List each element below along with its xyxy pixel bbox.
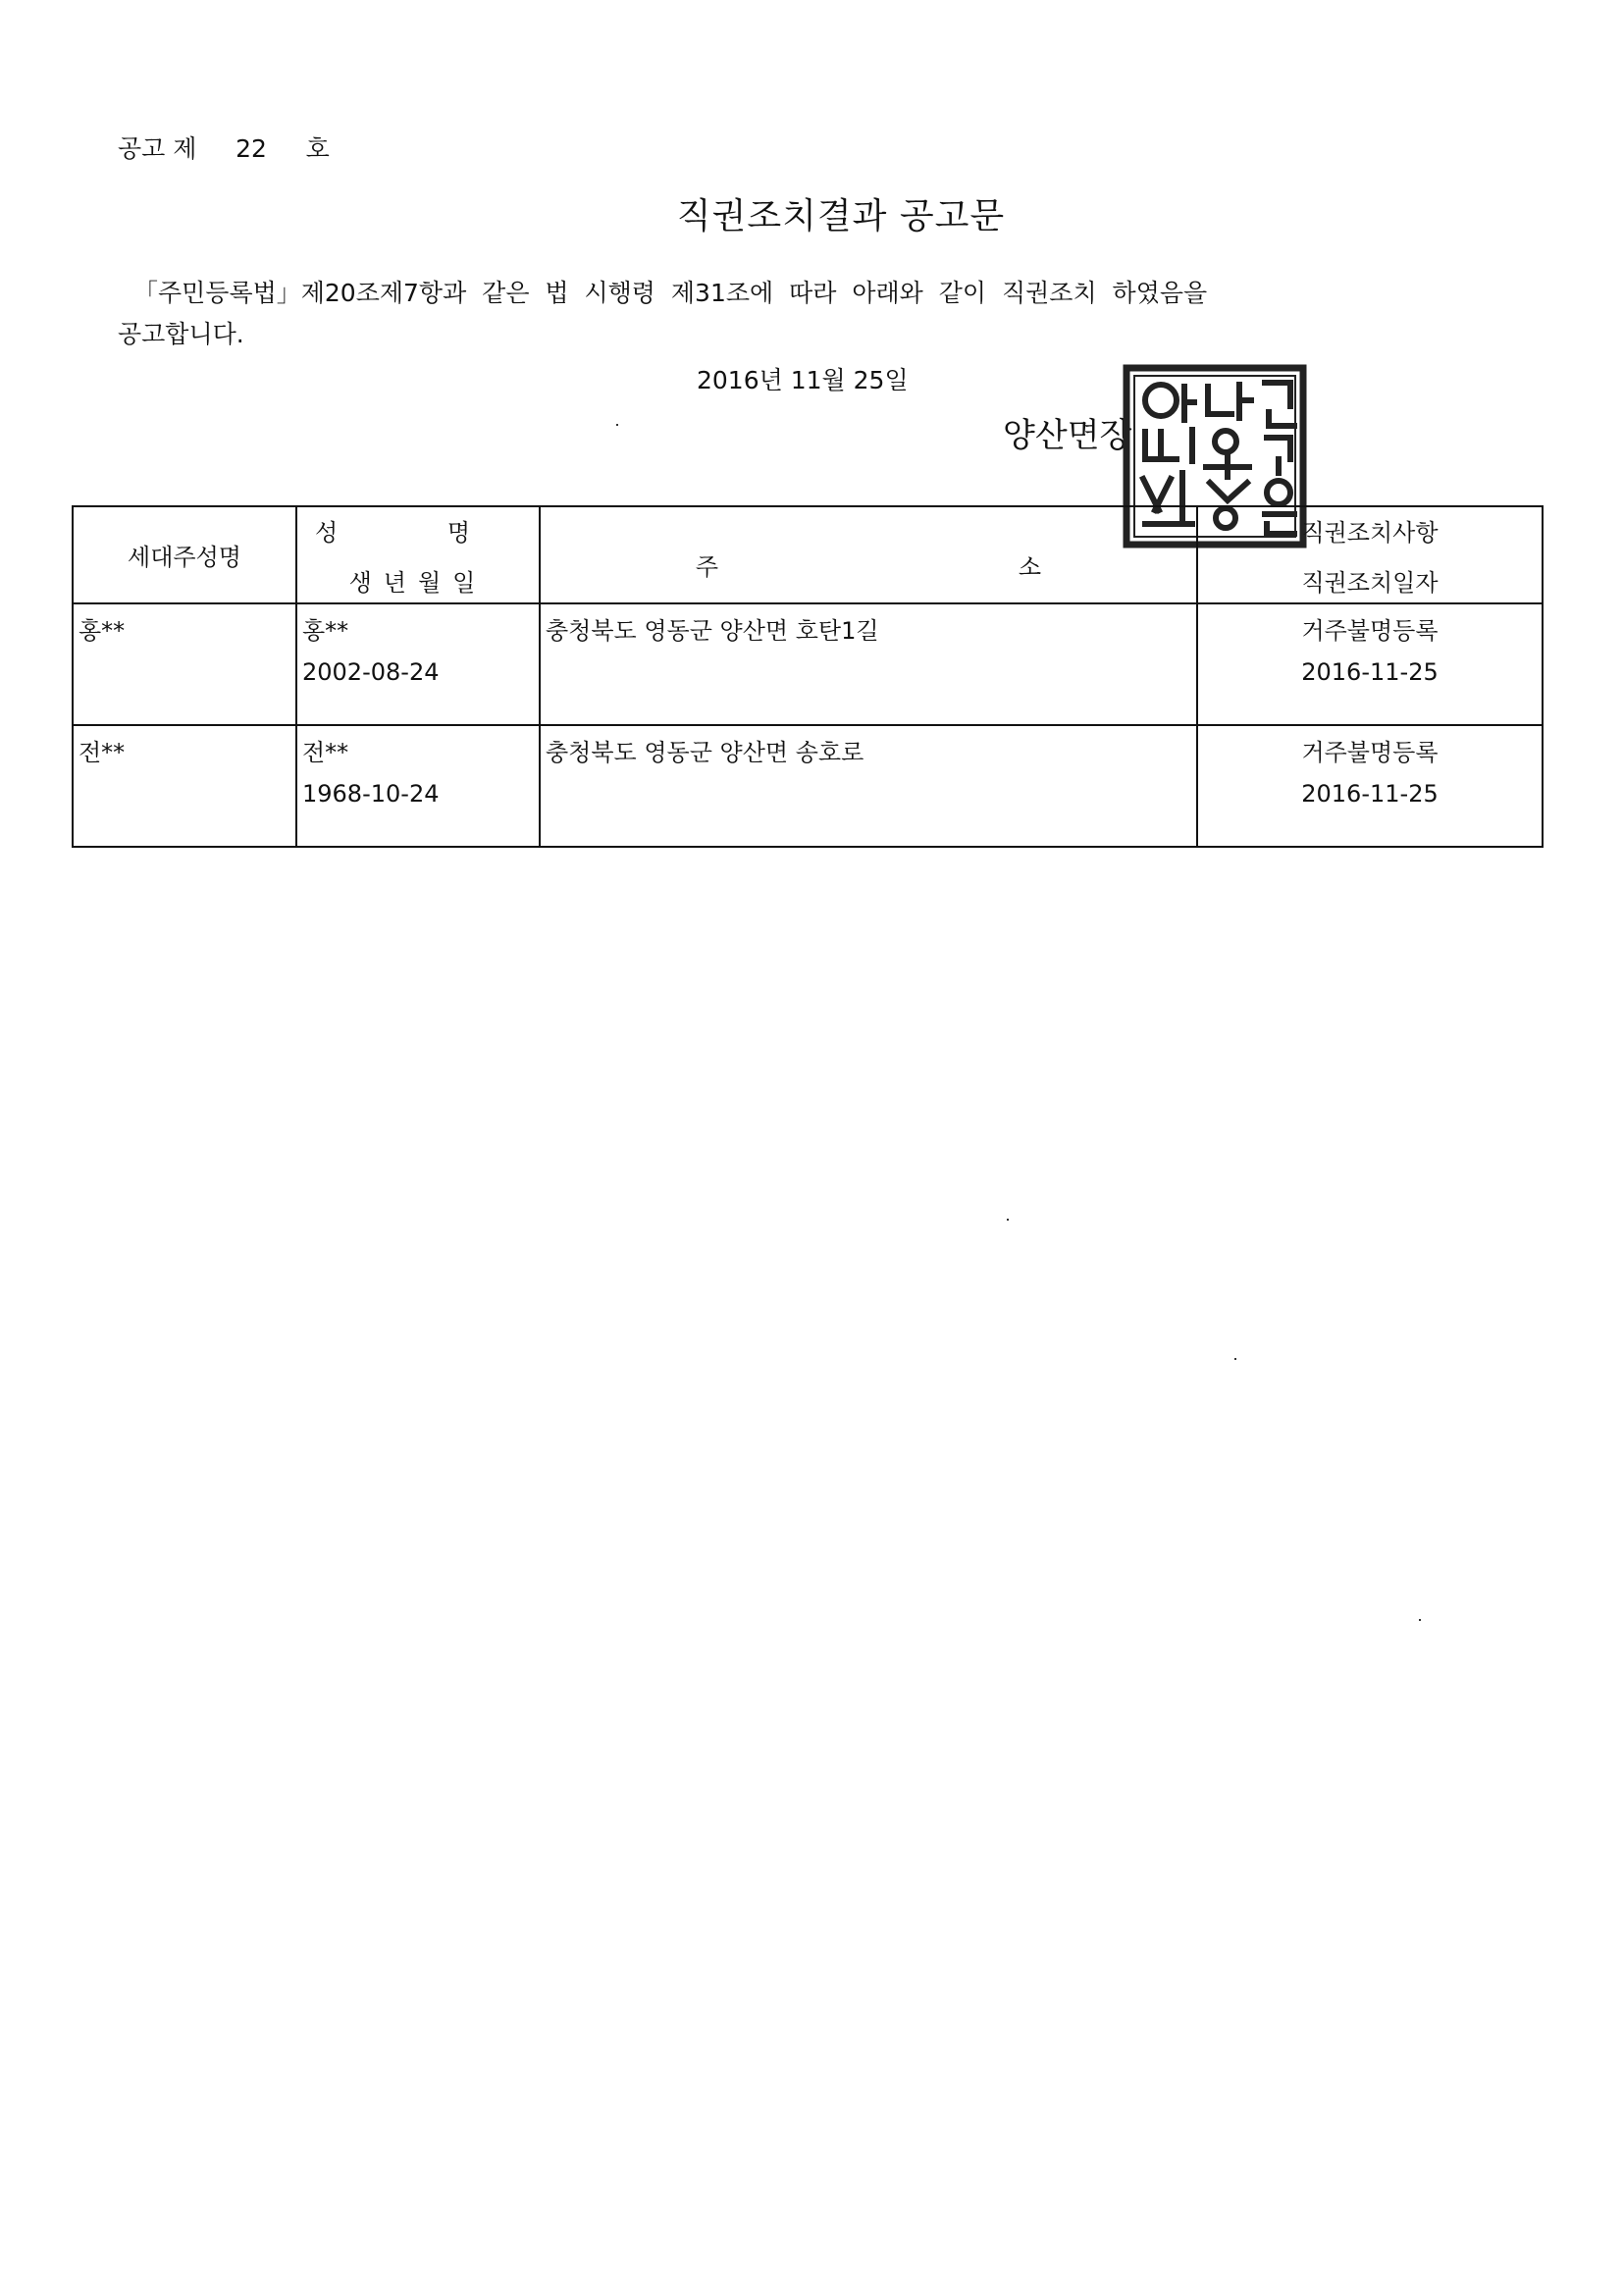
header-action-type: 직권조치사항: [1301, 518, 1439, 547]
document-title: 직권조치결과 공고문: [676, 196, 1006, 236]
header-address-1: 주: [695, 553, 719, 581]
cell-action-date: 2016-11-25: [1301, 780, 1439, 808]
header-action: [1197, 506, 1543, 603]
cell-name-birth: [296, 603, 540, 725]
cell-name-birth: [296, 725, 540, 847]
cell-birth: 1968-10-24: [302, 780, 440, 808]
cell-action-date: 2016-11-25: [1301, 658, 1439, 686]
notice-number: 공고 제 22 호: [118, 134, 330, 163]
cell-address: 충청북도 영동군 양산면 송호로: [540, 725, 1197, 847]
cell-household-head: 전**: [73, 725, 296, 847]
scan-speck: [616, 424, 618, 426]
cell-address: 충청북도 영동군 양산면 호탄1길: [540, 603, 1197, 725]
header-birth: 생년월일: [348, 568, 488, 597]
cell-action-type: 거주불명등록: [1301, 617, 1439, 645]
header-household-head: 세대주성명: [73, 506, 296, 603]
action-results-table: [72, 505, 1544, 848]
header-address-2: 소: [1018, 553, 1042, 581]
notice-body: [118, 273, 1423, 355]
table-row: [73, 603, 1543, 725]
cell-action-type: 거주불명등록: [1301, 739, 1439, 766]
cell-action: [1197, 603, 1543, 725]
cell-household-head: 홍**: [73, 603, 296, 725]
notice-date: 2016년 11월 25일: [697, 366, 909, 394]
header-name-birth: [296, 506, 540, 603]
header-name: 성 명: [315, 518, 521, 547]
cell-name: 홍**: [302, 617, 349, 645]
notice-body-line-1: 「주민등록법」제20조제7항과 같은 법 시행령 제31조에 따라 아래와 같이 직권조치 하였음을: [133, 279, 1208, 307]
table-header-row: [73, 506, 1543, 603]
scan-speck: [1234, 1358, 1236, 1360]
header-address: [540, 506, 1197, 603]
notice-body-line-2: 공고합니다.: [118, 320, 244, 348]
cell-action: [1197, 725, 1543, 847]
header-action-date: 직권조치일자: [1301, 568, 1439, 597]
cell-name: 전**: [302, 739, 349, 766]
table-row: [73, 725, 1543, 847]
issuer-name: 양산면장: [1003, 416, 1132, 455]
scan-speck: [1007, 1219, 1009, 1221]
scan-speck: [1419, 1619, 1421, 1621]
cell-birth: 2002-08-24: [302, 658, 440, 686]
